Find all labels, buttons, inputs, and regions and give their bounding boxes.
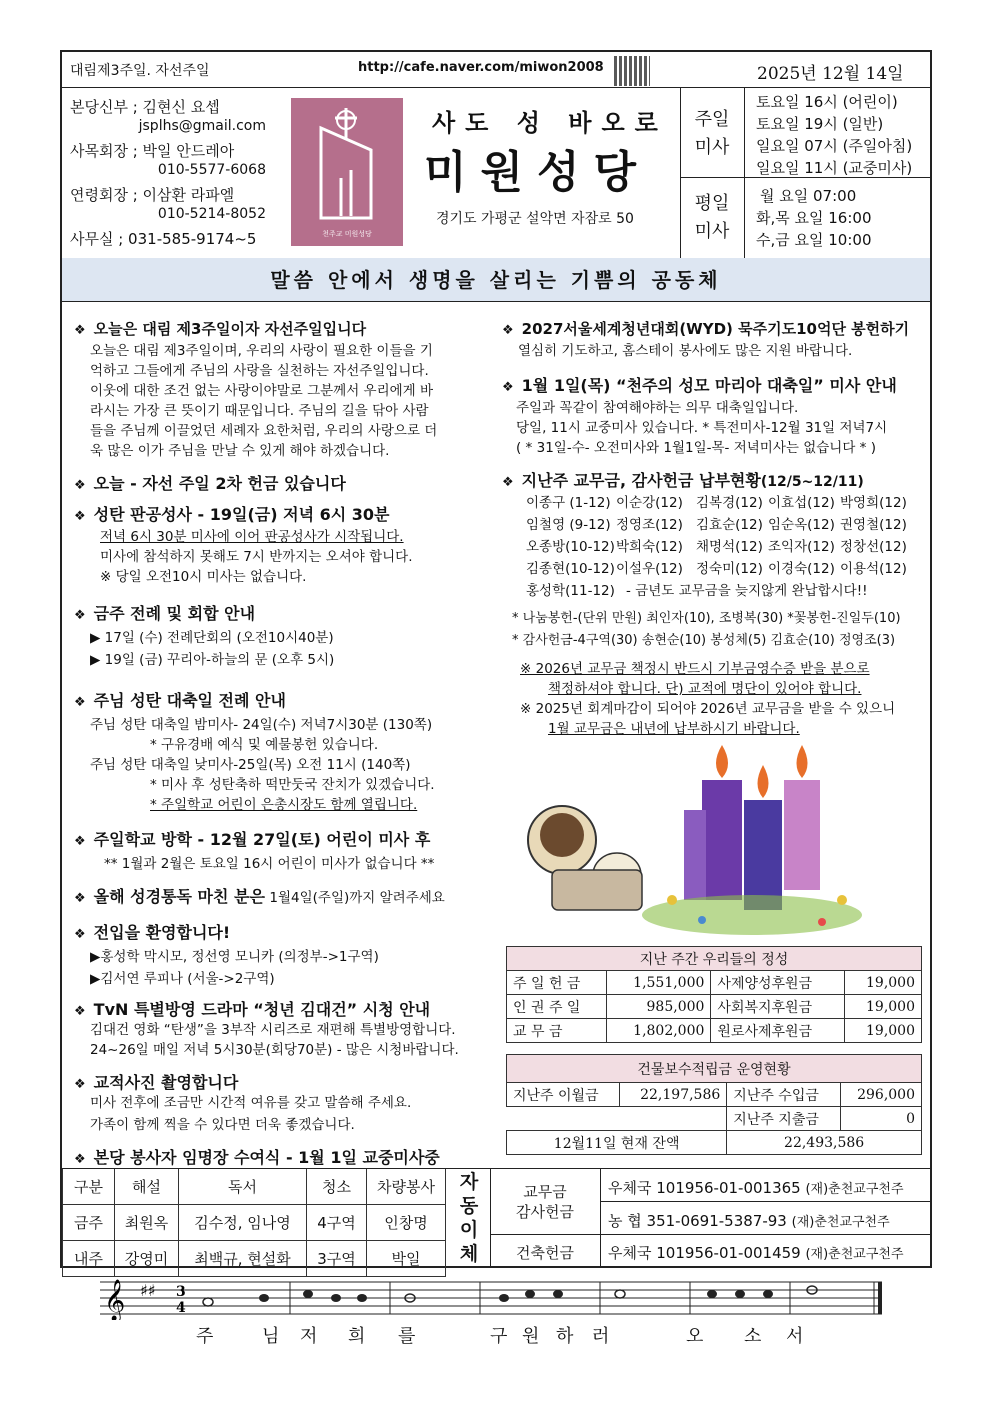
staff-pastor-email[interactable]: jsplhs@gmail.com <box>138 118 266 134</box>
fund-cell: 296,000 <box>840 1083 921 1107</box>
donor: 이효섭(12) <box>768 495 835 511</box>
svg-text:4: 4 <box>176 1300 186 1316</box>
donor: 임철영 (9-12) <box>526 517 611 533</box>
donor: 정영조(12) <box>616 517 683 533</box>
notice-heading: ❖ 올해 성경통독 마친 분은 <box>74 887 265 906</box>
offering-cell: 교 무 금 <box>507 1019 607 1043</box>
parish-logo <box>291 98 403 246</box>
lyric-syllable: 구 <box>490 1326 510 1347</box>
donor: 정창선(12) <box>840 539 907 555</box>
notice-line: 이웃에 대한 조건 없는 사랑이야말로 그분께서 우리에게 바 <box>90 383 434 399</box>
lyric-syllable: 를 <box>398 1326 418 1347</box>
fund-balance: 22,493,586 <box>727 1131 922 1155</box>
notice-line: 가족이 함께 찍을 수 있다면 더욱 좋겠습니다. <box>90 1117 355 1133</box>
offering-cell: 사회복지후원금 <box>711 995 845 1019</box>
notice-line: ※ 2026년 교무금 책정시 반드시 기부금영수증 받을 분으로 <box>520 661 870 677</box>
notice-heading: ❖ 주님 성탄 대축일 전례 안내 <box>74 688 494 711</box>
notice-line: 김대건 영화 “탄생”을 3부작 시리즈로 재편해 특별방영합니다. <box>90 1022 456 1038</box>
donor: 김효순(12) <box>696 517 763 533</box>
duty-head: 독서 <box>179 1169 307 1205</box>
sunday-mass-label: 주일 미사 <box>694 109 730 158</box>
staff-council-phone: 010-5577-6068 <box>157 162 266 178</box>
notice-line: ▶김서연 루피나 (서울->2구역) <box>90 971 275 987</box>
notice-line: ▶ 19일 (금) 꾸리아-하늘의 문 (오후 5시) <box>90 652 335 668</box>
notice-line: * 미사 후 성탄축하 떡만둣국 잔치가 있겠습니다. <box>150 777 435 793</box>
notice-line: * 나눔봉헌-(단위 만원) 최인자(10), 조병복(30) *꽃봉헌-진일두(10) <box>512 611 901 626</box>
offering-cell: 사제양성후원금 <box>711 971 845 995</box>
fund-cell: 22,197,586 <box>620 1083 727 1107</box>
mass-item: 토요일 16시 (어린이) <box>756 93 898 111</box>
notice-heading: ❖ 주일학교 방학 - 12월 27일(토) 어린이 미사 후 <box>74 827 494 850</box>
notice-line: 1월4일(주일)까지 알려주세요 <box>269 890 445 906</box>
notice-line: 당일, 11시 교중미사 있습니다. * 특전미사-12월 31일 저녁7시 <box>516 420 888 436</box>
mass-item: 토요일 19시 (일반) <box>756 115 884 133</box>
donor: 임순옥(12) <box>768 517 835 533</box>
lyric-syllable: 서 <box>786 1326 806 1347</box>
offering-cell: 19,000 <box>845 971 922 995</box>
music-staff <box>100 1276 882 1320</box>
donor: 오종방(10-12) <box>526 539 615 555</box>
notice-heading: ❖ 교적사진 촬영합니다 <box>74 1070 494 1093</box>
notice-line: 24~26일 매일 저녁 5시30분(회당70분) - 많은 시청바랍니다. <box>90 1042 459 1058</box>
notice-line: 오늘은 대림 제3주일이며, 우리의 사랑이 필요한 이들을 기 <box>90 343 433 359</box>
account-label-tithe: 교무금 감사헌금 <box>516 1183 574 1221</box>
duty-cell: 김수정, 임나영 <box>179 1205 307 1241</box>
notice-line: 들을 주님께 이끌었던 세례자 요한처럼, 우리의 사랑으로 더 <box>90 423 438 439</box>
lyric-syllable: 소 <box>744 1326 764 1347</box>
notice-line: ** 1월과 2월은 토요일 16시 어린이 미사가 없습니다 ** <box>104 856 435 872</box>
notice-line: 라시는 가장 큰 뜻이기 때문입니다. 주님의 길을 닦아 사람 <box>90 403 429 419</box>
donor: 김복경(12) <box>696 495 763 511</box>
mass-item: 일요일 11시 (교중미사) <box>756 159 913 177</box>
lyric-syllable: 러 <box>592 1326 612 1347</box>
lyric-syllable: 저 <box>300 1326 320 1347</box>
lyric-syllable: 님 <box>262 1326 282 1347</box>
donor: 이용석(12) <box>840 561 907 577</box>
account-label-building: 건축헌금 <box>516 1244 574 1262</box>
liturgical-day: 대림제3주일. 자선주일 <box>70 63 210 79</box>
notice-line: ▶홍성학 막시모, 정선영 모니카 (의정부->1구역) <box>90 949 379 965</box>
offering-cell: 1,802,000 <box>606 1019 711 1043</box>
offering-cell: 19,000 <box>845 995 922 1019</box>
notice-line: ※ 당일 오전10시 미사는 없습니다. <box>100 569 307 585</box>
notice-line: ▶ 17일 (수) 전례단회의 (오전10시40분) <box>90 630 334 646</box>
donor: 박희숙(12) <box>616 539 683 555</box>
fund-cell: 12월11일 현재 잔액 <box>507 1131 727 1155</box>
notice-heading: ❖ 오늘은 대림 제3주일이자 자선주일입니다 <box>74 318 494 339</box>
offering-cell: 인 권 주 일 <box>507 995 607 1019</box>
duty-cell: 금주 <box>63 1205 115 1241</box>
lyric-syllable: 오 <box>686 1326 706 1347</box>
duty-cell: 내주 <box>63 1241 115 1277</box>
mass-item: 월 요일 07:00 <box>760 187 857 205</box>
notice-heading: ❖ 오늘 - 자선 주일 2차 헌금 있습니다 <box>74 471 494 494</box>
duty-cell: 최원옥 <box>115 1205 179 1241</box>
donor: 이경숙(12) <box>768 561 835 577</box>
staff-funeral-phone: 010-5214-8052 <box>157 206 266 222</box>
duty-head: 구분 <box>63 1169 115 1205</box>
parish-title: 미원성당 <box>424 147 651 198</box>
notice-line: * 주일학교 어린이 은총시장도 함께 열립니다. <box>150 797 418 813</box>
donor: 정숙미(12) <box>696 561 763 577</box>
staff-funeral: 연령회장 ; 이삼환 라파엘 <box>70 186 235 204</box>
staff-council: 사목회장 ; 박일 안드레아 <box>70 142 235 160</box>
fund-cell: 지난주 지출금 <box>727 1107 840 1131</box>
donor: 이설우(12) <box>616 561 683 577</box>
notice-heading: ❖ 성탄 판공성사 - 19일(금) 저녁 6시 30분 <box>74 502 494 525</box>
notice-line: 주님 성탄 대축일 낮미사-25일(목) 오전 11시 (140쪽) <box>90 757 411 773</box>
mass-item: 수,금 요일 10:00 <box>756 231 872 249</box>
building-title: 건물보수적립금 운영현황 <box>507 1055 922 1083</box>
donor: 이종구 (1-12) <box>526 495 611 511</box>
notice-line: 저녁 6시 30분 미사에 이어 판공성사가 시작됩니다. <box>100 529 404 545</box>
duty-cell: 인창명 <box>367 1205 446 1241</box>
offering-cell: 원로사제후원금 <box>711 1019 845 1043</box>
fund-cell: 0 <box>840 1107 921 1131</box>
notice-line: 욱 많은 이가 주님을 만날 수 있게 해야 하겠습니다. <box>90 443 390 459</box>
donor: 홍성학(11-12) <box>526 583 615 599</box>
account-row: 우체국 101956-01-001459 (재)춘천교구천주 <box>608 1244 904 1262</box>
notice-heading: ❖ 지난주 교무금, 감사헌금 납부현황 <box>502 471 761 490</box>
offering-title: 지난 주간 우리들의 정성 <box>507 947 922 971</box>
donor: 권영철(12) <box>840 517 907 533</box>
staff-office: 사무실 ; 031-585-9174~5 <box>70 230 257 248</box>
notice-heading: ❖ 본당 봉사자 임명장 수여식 - 1월 1일 교중미사중 <box>74 1145 494 1168</box>
notice-line: * 감사헌금-4구역(30) 송현순(10) 봉성체(5) 김효순(10) 정영조(3) <box>512 633 896 648</box>
fund-cell: 지난주 수입금 <box>727 1083 840 1107</box>
duty-cell: 최백규, 현설화 <box>179 1241 307 1277</box>
mass-item: 화,목 요일 16:00 <box>756 209 872 227</box>
notice-heading: ❖ 금주 전례 및 회합 안내 <box>74 601 494 624</box>
date-range: (12/5~12/11) <box>760 474 864 490</box>
svg-text:♯♯: ♯♯ <box>140 1281 156 1300</box>
duty-head: 해설 <box>115 1169 179 1205</box>
duty-cell: 강영미 <box>115 1241 179 1277</box>
donor: 김종현(10-12) <box>526 561 615 577</box>
svg-text:천주교 미원성당: 천주교 미원성당 <box>322 230 372 238</box>
offering-table <box>506 946 922 1043</box>
offering-cell: 985,000 <box>606 995 711 1019</box>
notice-heading: ❖ 1월 1일(목) “천주의 성모 마리아 대축일” 미사 안내 <box>502 373 926 396</box>
lyric-syllable: 하 <box>556 1326 576 1347</box>
notice-heading: ❖ 2027서울세계청년대회(WYD) 묵주기도10억단 봉헌하기 <box>502 318 926 339</box>
donor-grid <box>502 493 926 601</box>
notice-line: 주님 성탄 대축일 밤미사- 24일(수) 저녁7시30분 (130쪽) <box>90 717 433 733</box>
notice-heading: ❖ TvN 특별방영 드라마 “청년 김대건” 시청 안내 <box>74 997 494 1020</box>
mass-item: 일요일 07시 (주일아침) <box>756 137 913 155</box>
offering-cell: 주 일 헌 금 <box>507 971 607 995</box>
notice-line: 미사에 참석하지 못해도 7시 반까지는 오셔야 합니다. <box>100 549 413 565</box>
notice-heading-row <box>74 884 494 908</box>
duty-head: 청소 <box>307 1169 367 1205</box>
duty-cell: 박일 <box>367 1241 446 1277</box>
parish-address: 경기도 가평군 설악면 자잠로 50 <box>436 211 634 227</box>
notice-line: 열심히 기도하고, 홈스테이 봉사에도 많은 지원 바랍니다. <box>518 343 853 359</box>
building-fund-table <box>506 1054 922 1155</box>
duty-table <box>62 1168 446 1277</box>
notice-line: 주일과 꼭같이 참여해야하는 의무 대축일입니다. <box>516 400 799 416</box>
issue-date: 2025년 12월 14일 <box>757 64 904 84</box>
lyric-syllable: 주 <box>196 1326 216 1347</box>
donor: 이순강(12) <box>616 495 683 511</box>
lyric-syllable: 원 <box>522 1326 542 1347</box>
lyric-syllable: 희 <box>348 1326 368 1347</box>
donor: 조익자(12) <box>768 539 835 555</box>
notice-line: ( * 31일-수- 오전미사와 1월1일-목- 저녁미사는 없습니다 * ) <box>516 440 876 456</box>
offering-cell: 1,551,000 <box>606 971 711 995</box>
title-subtitle: 사도 성 바오로 <box>432 108 668 137</box>
staff-pastor: 본당신부 ; 김현신 요셉 <box>70 98 220 116</box>
svg-text:3: 3 <box>176 1284 186 1300</box>
cafe-url[interactable]: http://cafe.naver.com/miwon2008 <box>358 60 604 75</box>
notice-heading: ❖ 전입을 환영합니다! <box>74 920 494 943</box>
account-row: 우체국 101956-01-001365 (재)춘천교구천주 <box>608 1179 904 1197</box>
duty-cell: 4구역 <box>307 1205 367 1241</box>
notice-line: 책정하셔야 합니다. 단) 교적에 명단이 있어야 합니다. <box>548 681 862 697</box>
notice-line: 억하고 그들에게 주님의 사랑을 실천하는 자선주일입니다. <box>90 363 429 379</box>
notice-line: - 금년도 교무금을 늦지않게 완납합시다!! <box>626 583 868 599</box>
duty-head: 차량봉사 <box>367 1169 446 1205</box>
auto-transfer-label: 자 동 이 체 <box>459 1171 479 1265</box>
left-column <box>74 318 494 1168</box>
offering-cell: 19,000 <box>845 1019 922 1043</box>
right-column <box>502 318 926 739</box>
advent-candles-illustration <box>522 740 922 940</box>
weekday-mass-label: 평일 미사 <box>694 193 730 242</box>
notice-line: * 구유경배 예식 및 예물봉헌 있습니다. <box>150 737 379 753</box>
parish-motto-banner: 말씀 안에서 생명을 살리는 기쁨의 공동체 <box>62 258 930 302</box>
notice-line: ※ 2025년 회계마감이 되어야 2026년 교무금을 받을 수 있으니 <box>520 701 896 717</box>
donor: 채명석(12) <box>696 539 763 555</box>
notice-line: 1월 교무금은 내년에 납부하시기 바랍니다. <box>548 721 800 737</box>
duty-cell: 3구역 <box>307 1241 367 1277</box>
notice-line: 미사 전후에 조금만 시간적 여유를 갖고 말씀해 주세요. <box>90 1095 412 1111</box>
notice-body <box>74 341 494 461</box>
fund-cell: 지난주 이월금 <box>507 1083 620 1107</box>
svg-text:𝄞: 𝄞 <box>104 1280 126 1320</box>
qr-code-icon <box>614 56 650 86</box>
account-row: 농 협 351-0691-5387-93 (재)춘천교구천주 <box>608 1212 890 1230</box>
donor: 박영희(12) <box>840 495 907 511</box>
